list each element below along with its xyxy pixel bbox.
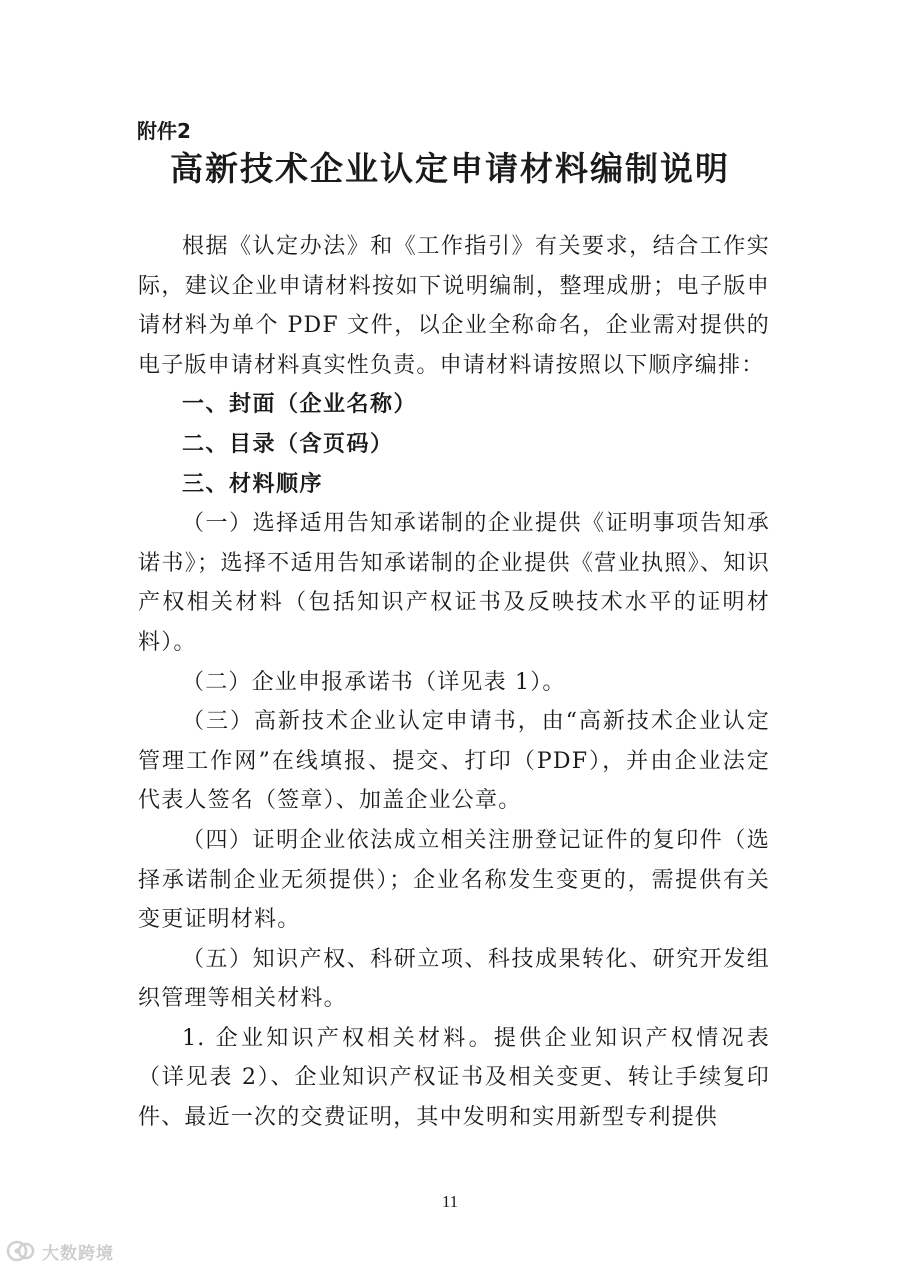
section-heading: 二、目录（含页码） xyxy=(182,431,394,457)
body-paragraph: （三）高新技术企业认定申请书，由“高新技术企业认定管理工作网”在线填报、提交、打印（PDF），并由企业法定代表人签名（签章）、加盖企业公章。 xyxy=(138,709,770,814)
document-body xyxy=(138,227,770,1138)
body-paragraph: （四）证明企业依法成立相关注册登记证件的复印件（选择承诺制企业无须提供）；企业名称发生变更的，需提供有关变更证明材料。 xyxy=(138,827,770,933)
body-paragraph: （五）知识产权、科研立项、科技成果转化、研究开发组织管理等相关材料。 xyxy=(138,946,770,1012)
body-paragraph: 根据《认定办法》和《工作指引》有关要求，结合工作实际，建议企业申请材料按如下说明编制，整理成册；电子版申请材料为单个 PDF 文件，以企业全称命名，企业需对提供的电子版申请材料真实性负责。申请材料请按照以下顺序编排： xyxy=(138,234,770,378)
logo-icon xyxy=(6,1238,36,1264)
page-number: 11 xyxy=(441,1192,459,1211)
body-paragraph: （一）选择适用告知承诺制的企业提供《证明事项告知承诺书》；选择不适用告知承诺制的企业提供《营业执照》、知识产权相关材料（包括知识产权证书及反映技术水平的证明材料）。 xyxy=(138,511,770,655)
watermark-text: 大数跨境 xyxy=(42,1243,114,1264)
watermark xyxy=(6,1238,114,1264)
attachment-label: 附件2 xyxy=(137,119,191,143)
section-heading: 三、材料顺序 xyxy=(182,471,324,497)
section-heading: 一、封面（企业名称） xyxy=(182,392,418,418)
body-paragraph: 1. 企业知识产权相关材料。提供企业知识产权情况表（详见表 2）、企业知识产权证书及相关变更、转让手续复印件、最近一次的交费证明，其中发明和实用新型专利提供 xyxy=(138,1025,770,1131)
document-title: 高新技术企业认定申请材料编制说明 xyxy=(170,149,730,188)
body-paragraph: （二）企业申报承诺书（详见表 1）。 xyxy=(182,669,566,695)
